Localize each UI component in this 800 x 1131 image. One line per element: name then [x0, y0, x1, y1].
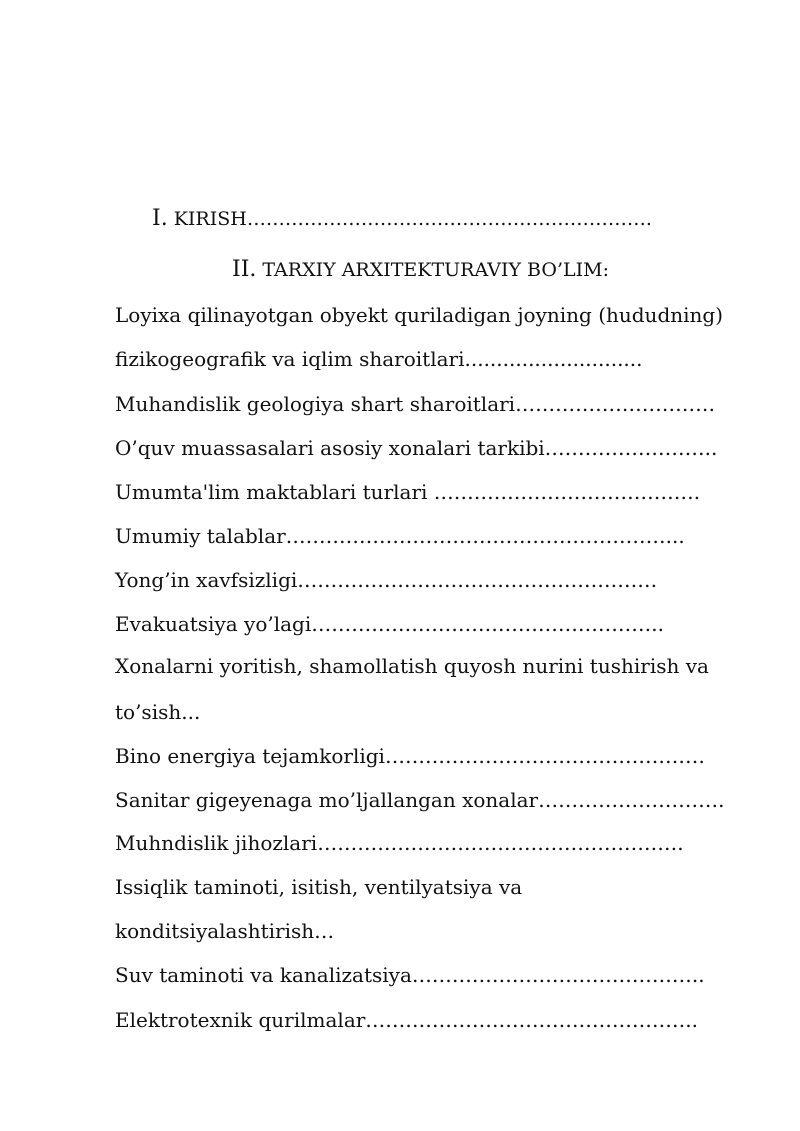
toc-section-1 — [152, 208, 652, 230]
toc-line: Muhndislik jihozlari………………………………………………. — [115, 831, 684, 855]
toc-line: Bino energiya tejamkorligi………………………………………… — [115, 744, 705, 768]
toc-line: Muhandislik geologiya shart sharoitlari………………………… — [115, 392, 716, 416]
toc-line: Loyixa qilinayotgan obyekt quriladigan joyning (hududning) — [115, 303, 724, 327]
toc-line: Umumta'lim maktablari turlari …………………………………. — [115, 480, 701, 504]
toc-line: fizikogeografik va iqlim sharoitlari............................ — [115, 347, 643, 371]
toc-section-2 — [232, 259, 609, 281]
toc-line: Evakuatsiya yo’lagi…………………………………………….. — [115, 612, 664, 636]
section-2-text: TARXIY ARXITEKTURAVIY BO’LIM: — [256, 259, 609, 281]
toc-line: Umumiy talablar…………………………………………………... — [115, 524, 685, 548]
toc-line: Elektrotexnik qurilmalar………………………………………….. — [115, 1008, 699, 1032]
section-1-text: KIRISH………………………………………………………. — [167, 208, 652, 230]
section-1-number: I. — [152, 206, 168, 231]
section-2-number: II. — [232, 257, 257, 282]
toc-line: Sanitar gigeyenaga mo’ljallangan xonalar………………………. — [115, 788, 725, 812]
toc-line: O’quv muassasalari asosiy xonalari tarkibi…………………….. — [115, 436, 718, 460]
toc-line: Xonalarni yoritish, shamollatish quyosh nurini tushirish va — [115, 654, 709, 678]
toc-line: Suv taminoti va kanalizatsiya…………………………………….. — [115, 963, 705, 987]
toc-line: Issiqlik taminoti, isitish, ventilyatsiya va — [115, 875, 523, 899]
toc-line: konditsiyalashtirish… — [115, 919, 335, 943]
toc-line: to’sish... — [115, 700, 201, 724]
toc-line: Yong’in xavfsizligi……………………………………………… — [115, 568, 658, 592]
